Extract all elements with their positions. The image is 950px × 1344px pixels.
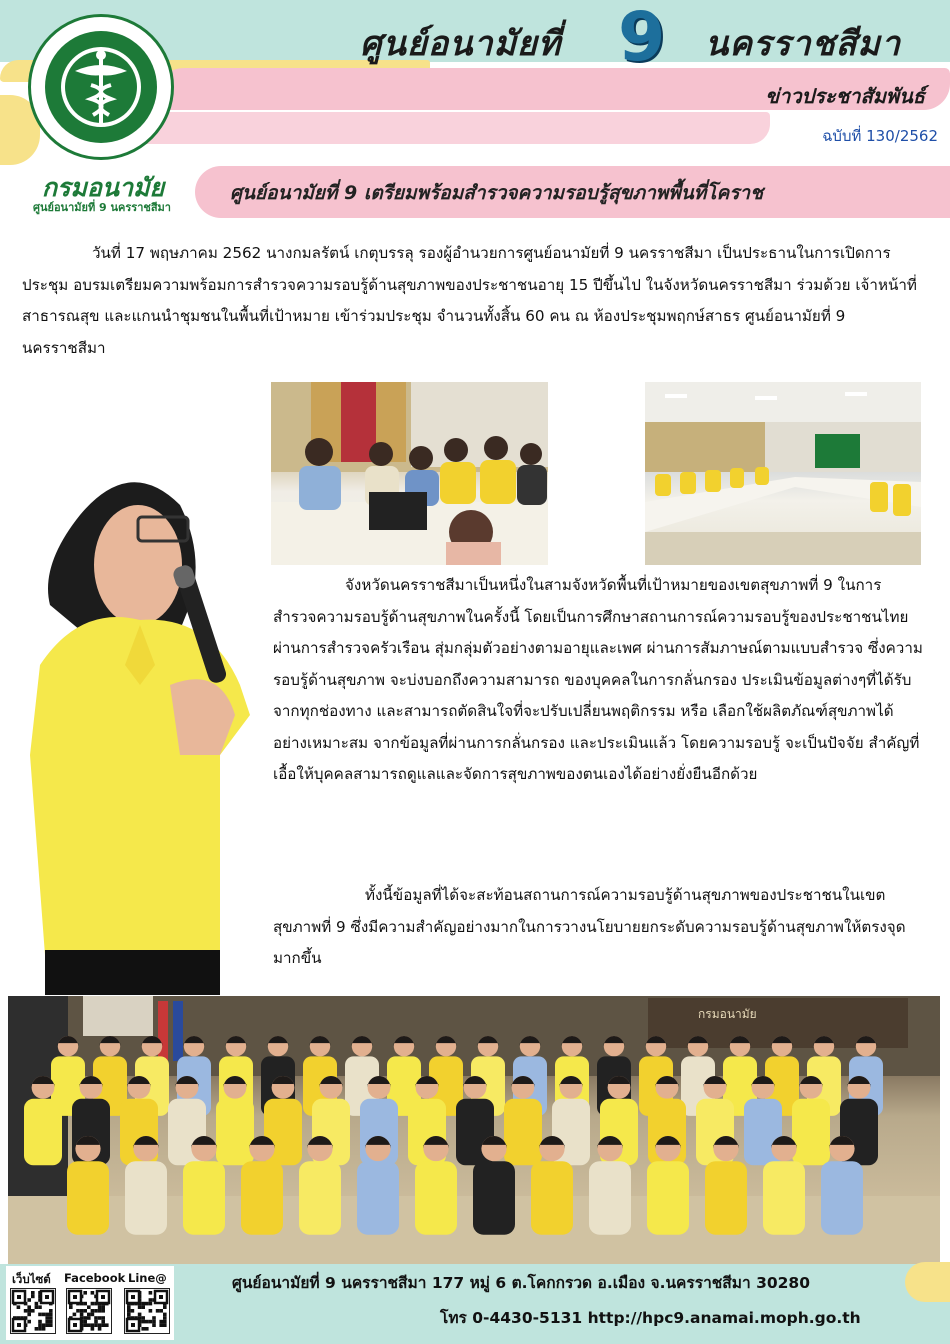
person-body — [183, 1161, 225, 1235]
meeting-photo-2 — [645, 382, 921, 565]
qr-label-facebook: Facebook — [64, 1271, 126, 1285]
qr-code-icon — [67, 1289, 111, 1333]
logo-emblem — [45, 31, 157, 143]
person-body — [504, 1099, 542, 1166]
speaker-photo — [20, 455, 252, 995]
person-body — [125, 1161, 167, 1235]
ministry-logo — [28, 14, 174, 160]
person-body — [821, 1161, 863, 1235]
person-body — [216, 1099, 254, 1166]
page-subtitle: ข่าวประชาสัมพันธ์ — [765, 84, 925, 108]
person-body — [24, 1099, 62, 1166]
person-body — [415, 1161, 457, 1235]
title-number: 9 — [618, 0, 667, 77]
qr-code-icon — [11, 1289, 55, 1333]
qr-code-facebook[interactable] — [66, 1288, 112, 1334]
paragraph-detail: จังหวัดนครราชสีมาเป็นหนึ่งในสามจังหวัดพื้นที่เป้าหมายของเขตสุขภาพที่ 9 ในการสำรวจความรอบรู้ด้านสุขภาพในครั้งนี้ โดยเป็นการศึกษาสถานการณ์ความรอบรู้ของประชาชนไทย ผ่านการสำรวจครัวเรือน สุ่มกลุ่มตัวอย่างตามอายุและเพศ ผ่านการสัมภาษณ์ตามแบบสำรวจ ซึ่งความรอบรู้ด้านสุขภาพ จะบ่งบอกถึงความสามารถ ของบุคคลในการกลั่นกรอง ประเมินข้อมูลต่างๆที่ได้รับจากทุกช่องทาง และสามารถตัดสินใจที่จะปรับเปลี่ยนพฤติกรรม หรือ เลือกใช้ผลิตภัณฑ์สุขภาพได้อย่างเหมาะสม จากข้อมูลที่ผ่านการกลั่นกรอง และประเมินแล้ว โดยความรอบรู้ จะเป็นปัจจัย สำคัญที่เอื้อให้บุคคลสามารถดูแลและจัดการสุขภาพของตนเองได้อย่างยั่งยืนอีกด้วย — [273, 576, 923, 783]
department-subtitle: ศูนย์อนามัยที่ 9 นครราชสีมา — [33, 201, 171, 214]
qr-label-website: เว็บไซต์ — [12, 1272, 51, 1286]
caduceus-icon — [45, 31, 157, 143]
group-photo-illustration — [8, 996, 940, 1264]
person-body — [473, 1161, 515, 1235]
group-photo-sign: กรมอนามัย — [698, 1007, 757, 1021]
person-body — [241, 1161, 283, 1235]
footer-address: ศูนย์อนามัยที่ 9 นครราชสีมา 177 หมู่ 6 ต.โคกกรวด อ.เมือง จ.นครราชสีมา 30280 — [232, 1274, 811, 1292]
qr-label-line: Line@ — [128, 1271, 167, 1285]
title-part2: นครราชสีมา — [705, 24, 901, 64]
person-body — [589, 1161, 631, 1235]
meeting-photo-1 — [271, 382, 548, 565]
person-body — [792, 1099, 830, 1166]
paragraph-conclusion: ทั้งนี้ข้อมูลที่ได้จะสะท้อนสถานการณ์ความรอบรู้ด้านสุขภาพของประชาชนในเขตสุขภาพที่ 9 ซึ่งมีความสำคัญอย่างมากในการวางนโยบายยกระดับความรอบรู้ด้านสุขภาพให้ตรงจุดมากขึ้น — [273, 886, 906, 967]
qr-code-line[interactable] — [124, 1288, 170, 1334]
header-pink-stroke-2 — [120, 112, 770, 144]
person-body — [67, 1161, 109, 1235]
footer-contact[interactable]: โทร 0-4430-5131 http://hpc9.anamai.moph.go.th — [440, 1309, 861, 1327]
title-part1: ศูนย์อนามัยที่ — [360, 24, 562, 64]
group-photo — [8, 996, 940, 1264]
person-body — [705, 1161, 747, 1235]
speaker-illustration — [20, 455, 252, 995]
qr-code-website[interactable] — [10, 1288, 56, 1334]
department-name: กรมอนามัย — [41, 173, 165, 202]
qr-code-icon — [125, 1289, 169, 1333]
person-body — [531, 1161, 573, 1235]
person-body — [299, 1161, 341, 1235]
person-body — [647, 1161, 689, 1235]
meeting-photo-2-illustration — [645, 382, 921, 565]
issue-number: ฉบับที่ 130/2562 — [822, 127, 938, 145]
headline: ศูนย์อนามัยที่ 9 เตรียมพร้อมสำรวจความรอบรู้สุขภาพพื้นที่โคราช — [230, 182, 763, 204]
meeting-photo-1-illustration — [271, 382, 548, 565]
paragraph-intro: วันที่ 17 พฤษภาคม 2562 นางกมลรัตน์ เกตุบรรลุ รองผู้อำนวยการศูนย์อนามัยที่ 9 นครราชสีมา เป็นประธานในการเปิดการประชุม อบรมเตรียมความพร้อมการสำรวจความรอบรู้ด้านสุขภาพของประชาชนอายุ 15 ปีขึ้นไป ในจังหวัดนครราชสีมา ร่วมด้วย เจ้าหน้าที่สาธารณสุข และแกนนำชุมชนในพื้นที่เป้าหมาย เข้าร่วมประชุม จำนวนทั้งสิ้น 60 คน ณ ห้องประชุมพฤกษ์สาธร ศูนย์อนามัยที่ 9 นครราชสีมา — [22, 244, 917, 357]
page-title — [360, 0, 940, 77]
person-body — [357, 1161, 399, 1235]
person-body — [763, 1161, 805, 1235]
